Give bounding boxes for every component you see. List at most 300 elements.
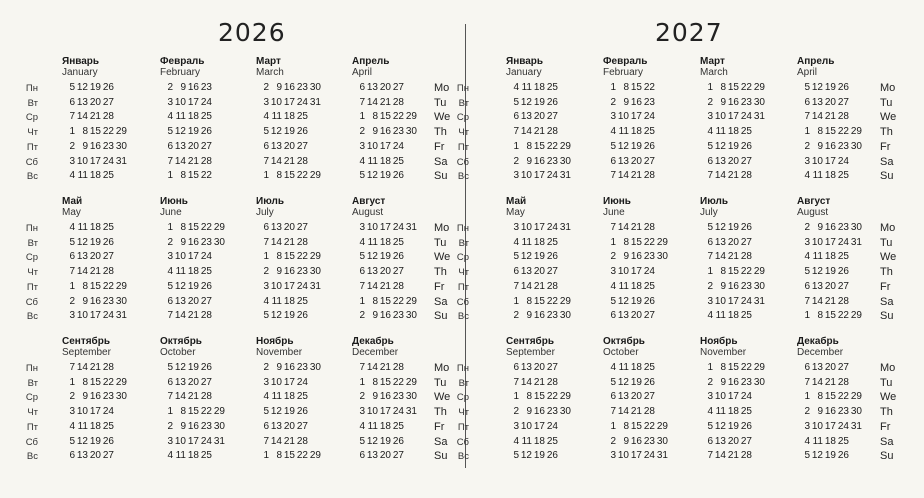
day-number: 17 <box>727 111 739 123</box>
day-number: 13 <box>811 280 823 292</box>
weekday-label-ru: Пн <box>456 223 469 234</box>
day-number: 5 <box>69 82 75 93</box>
day-number: 4 <box>610 362 616 373</box>
day-number: 1 <box>263 170 269 182</box>
day-number: 9 <box>180 420 186 432</box>
day-number: 16 <box>533 155 545 167</box>
day-number: 9 <box>720 280 726 292</box>
month-name-en: November <box>700 347 747 358</box>
day-number: 12 <box>76 236 88 248</box>
day-number: 21 <box>283 155 295 167</box>
day-number: 9 <box>817 406 823 418</box>
month-name-en: March <box>700 67 728 78</box>
day-number: 25 <box>102 420 114 432</box>
day-number: 11 <box>271 111 282 123</box>
day-number: 8 <box>82 126 88 138</box>
day-number: 26 <box>740 140 752 152</box>
day-number: 19 <box>187 362 199 373</box>
month-name-ru: Июль <box>256 196 284 207</box>
day-number: 17 <box>630 450 642 462</box>
day-number: 28 <box>546 280 558 292</box>
day-number: 29 <box>559 140 571 152</box>
day-number: 6 <box>167 140 173 152</box>
day-number: 19 <box>283 406 295 418</box>
day-number: 18 <box>533 236 545 248</box>
day-number: 1 <box>707 82 713 93</box>
month-name-ru: Июль <box>700 196 728 207</box>
day-number: 25 <box>392 236 404 248</box>
day-number: 6 <box>263 140 269 152</box>
day-number: 30 <box>850 140 862 152</box>
weekday-label-en: Mo <box>880 82 896 94</box>
day-number: 18 <box>379 420 391 432</box>
day-number: 10 <box>174 251 186 263</box>
day-number: 20 <box>727 236 739 248</box>
day-number: 19 <box>89 82 101 93</box>
day-number: 14 <box>520 280 532 292</box>
day-number: 14 <box>76 362 88 373</box>
month-name-ru: Июнь <box>603 196 631 207</box>
day-number: 7 <box>167 155 173 167</box>
day-number: 22 <box>296 251 308 263</box>
weekday-label-en: Sa <box>434 155 448 168</box>
day-number: 3 <box>69 406 75 418</box>
weekday-label-ru: Сб <box>456 156 469 168</box>
day-number: 14 <box>270 236 282 248</box>
day-number: 19 <box>283 310 295 322</box>
day-number: 17 <box>533 420 545 432</box>
day-number: 13 <box>76 450 88 462</box>
day-number: 20 <box>187 295 199 307</box>
month-name-en: June <box>603 207 625 218</box>
day-number: 24 <box>837 420 849 432</box>
day-number: 17 <box>379 140 391 152</box>
day-number: 27 <box>546 111 558 123</box>
month-name-ru: Февраль <box>160 56 205 67</box>
weekday-label-ru: Чт <box>458 127 469 139</box>
day-number: 14 <box>811 376 823 388</box>
day-number: 8 <box>720 362 726 373</box>
day-number: 18 <box>379 155 391 167</box>
day-number: 21 <box>89 111 101 123</box>
day-number: 13 <box>174 376 186 388</box>
day-number: 15 <box>533 391 545 403</box>
day-number: 26 <box>200 126 212 138</box>
day-number: 31 <box>753 295 765 307</box>
day-number: 4 <box>359 236 365 248</box>
day-number: 5 <box>167 280 173 292</box>
day-number: 9 <box>817 222 823 233</box>
day-number: 12 <box>520 450 532 462</box>
day-number: 7 <box>610 406 616 418</box>
day-number: 13 <box>520 266 532 278</box>
day-number: 2 <box>804 140 810 152</box>
day-number: 4 <box>69 222 75 233</box>
day-number: 21 <box>727 251 739 263</box>
day-number: 26 <box>200 280 212 292</box>
day-number: 31 <box>405 222 417 233</box>
day-number: 1 <box>69 126 75 138</box>
day-number: 23 <box>740 376 752 388</box>
day-number: 21 <box>283 236 295 248</box>
day-number: 22 <box>837 126 849 138</box>
day-number: 26 <box>392 170 404 182</box>
day-number: 7 <box>359 96 365 108</box>
day-number: 13 <box>811 362 823 373</box>
weekday-label-ru: Сб <box>25 156 38 168</box>
day-number: 20 <box>187 376 199 388</box>
day-number: 16 <box>379 391 391 403</box>
weekday-label-ru: Пт <box>26 141 38 153</box>
day-number: 20 <box>630 155 642 167</box>
day-number: 9 <box>526 155 532 167</box>
day-number: 2 <box>610 251 616 263</box>
day-number: 10 <box>617 111 629 123</box>
day-number: 23 <box>546 406 558 418</box>
day-number: 3 <box>263 376 269 388</box>
day-number: 23 <box>200 82 212 93</box>
day-number: 27 <box>740 155 752 167</box>
day-number: 13 <box>714 155 726 167</box>
day-number: 13 <box>366 450 378 462</box>
day-number: 7 <box>804 111 810 123</box>
day-number: 20 <box>533 266 545 278</box>
month-name-en: April <box>797 67 818 78</box>
day-number: 17 <box>187 435 199 447</box>
weekday-label-en: Fr <box>880 280 891 293</box>
day-number: 28 <box>643 170 655 182</box>
day-number: 23 <box>643 96 655 108</box>
day-number: 7 <box>707 170 713 182</box>
day-number: 3 <box>804 420 810 432</box>
day-number: 6 <box>69 96 75 108</box>
day-number: 25 <box>200 266 212 278</box>
day-number: 30 <box>559 406 571 418</box>
day-number: 1 <box>804 126 810 138</box>
day-number: 23 <box>546 310 558 322</box>
day-number: 18 <box>630 280 642 292</box>
month-name-en: February <box>603 67 644 78</box>
day-number: 1 <box>359 376 365 388</box>
day-number: 21 <box>824 376 836 388</box>
day-number: 22 <box>102 126 114 138</box>
day-number: 18 <box>824 251 836 263</box>
day-number: 8 <box>817 391 823 403</box>
day-number: 17 <box>379 222 391 233</box>
day-number: 15 <box>89 126 101 138</box>
day-number: 11 <box>367 420 378 432</box>
day-number: 24 <box>102 310 114 322</box>
day-number: 24 <box>392 406 404 418</box>
month-name-ru: Январь <box>62 56 100 67</box>
day-number: 5 <box>513 96 519 108</box>
day-number: 1 <box>804 391 810 403</box>
day-number: 12 <box>270 310 282 322</box>
day-number: 6 <box>167 295 173 307</box>
day-number: 3 <box>610 111 616 123</box>
day-number: 6 <box>263 420 269 432</box>
day-number: 11 <box>175 111 186 123</box>
day-number: 7 <box>513 126 519 138</box>
day-number: 22 <box>200 222 212 233</box>
day-number: 10 <box>617 266 629 278</box>
day-number: 25 <box>643 280 655 292</box>
day-number: 15 <box>283 450 295 462</box>
day-number: 31 <box>559 222 571 233</box>
day-number: 15 <box>283 170 295 182</box>
month-name-en: December <box>797 347 844 358</box>
weekday-label-en: We <box>434 251 451 264</box>
weekday-label-en: Mo <box>880 222 896 234</box>
day-number: 14 <box>366 280 378 292</box>
day-number: 11 <box>812 435 823 447</box>
day-number: 27 <box>296 420 308 432</box>
day-number: 28 <box>200 310 212 322</box>
day-number: 16 <box>533 310 545 322</box>
day-number: 15 <box>89 280 101 292</box>
weekday-label-en: Tu <box>434 376 447 389</box>
day-number: 1 <box>707 266 713 278</box>
day-number: 19 <box>187 126 199 138</box>
day-number: 1 <box>513 391 519 403</box>
day-number: 25 <box>837 170 849 182</box>
day-number: 27 <box>200 295 212 307</box>
day-number: 21 <box>187 310 199 322</box>
day-number: 22 <box>296 450 308 462</box>
day-number: 4 <box>707 126 713 138</box>
day-number: 18 <box>187 111 199 123</box>
day-number: 12 <box>270 406 282 418</box>
day-number: 29 <box>213 222 225 233</box>
day-number: 25 <box>546 82 558 93</box>
day-number: 6 <box>707 155 713 167</box>
day-number: 10 <box>76 310 88 322</box>
day-number: 19 <box>727 222 739 233</box>
weekday-label-ru: Вт <box>27 237 38 249</box>
day-number: 13 <box>174 295 186 307</box>
day-number: 27 <box>296 140 308 152</box>
weekday-label-ru: Пт <box>26 281 38 293</box>
day-number: 8 <box>276 251 282 263</box>
day-number: 14 <box>714 450 726 462</box>
day-number: 29 <box>213 406 225 418</box>
day-number: 26 <box>643 295 655 307</box>
weekday-label-ru: Ср <box>456 252 469 264</box>
day-number: 9 <box>82 295 88 307</box>
day-number: 28 <box>102 362 114 373</box>
day-number: 23 <box>643 251 655 263</box>
day-number: 11 <box>271 391 282 403</box>
day-number: 2 <box>610 435 616 447</box>
day-number: 22 <box>643 236 655 248</box>
day-number: 26 <box>643 140 655 152</box>
day-number: 3 <box>513 222 519 233</box>
day-number: 2 <box>263 266 269 278</box>
day-number: 4 <box>263 391 269 403</box>
month-name-en: January <box>62 67 98 78</box>
day-number: 29 <box>559 295 571 307</box>
day-number: 8 <box>276 450 282 462</box>
weekday-label-en: Th <box>880 126 893 139</box>
day-number: 2 <box>167 82 173 93</box>
day-number: 28 <box>200 155 212 167</box>
weekday-label-ru: Пт <box>457 421 469 433</box>
day-number: 8 <box>180 170 186 182</box>
day-number: 20 <box>283 140 295 152</box>
day-number: 11 <box>715 406 726 418</box>
year-title-2027: 2027 <box>655 18 723 47</box>
day-number: 16 <box>89 391 101 403</box>
month-name-ru: Март <box>700 56 725 67</box>
day-number: 2 <box>804 406 810 418</box>
day-number: 31 <box>115 155 127 167</box>
day-number: 28 <box>392 362 404 373</box>
day-number: 31 <box>656 450 668 462</box>
day-number: 1 <box>804 310 810 322</box>
day-number: 7 <box>804 376 810 388</box>
weekday-label-en: Su <box>434 310 448 323</box>
day-number: 25 <box>837 435 849 447</box>
day-number: 12 <box>366 251 378 263</box>
day-number: 5 <box>707 222 713 233</box>
weekday-label-ru: Сб <box>456 296 469 308</box>
day-number: 14 <box>174 310 186 322</box>
day-number: 7 <box>804 295 810 307</box>
day-number: 28 <box>200 391 212 403</box>
day-number: 4 <box>804 435 810 447</box>
day-number: 10 <box>714 295 726 307</box>
day-number: 21 <box>89 362 101 373</box>
day-number: 24 <box>102 406 114 418</box>
weekday-label-ru: Ср <box>25 392 38 404</box>
day-number: 21 <box>824 295 836 307</box>
day-number: 10 <box>811 155 823 167</box>
day-number: 24 <box>296 280 308 292</box>
day-number: 10 <box>714 391 726 403</box>
month-name-en: July <box>700 207 718 218</box>
day-number: 12 <box>174 126 186 138</box>
day-number: 10 <box>811 420 823 432</box>
day-number: 1 <box>359 295 365 307</box>
day-number: 26 <box>740 222 752 233</box>
day-number: 29 <box>753 266 765 278</box>
day-number: 23 <box>392 391 404 403</box>
day-number: 25 <box>200 450 212 462</box>
weekday-label-en: Tu <box>434 236 447 249</box>
day-number: 28 <box>740 251 752 263</box>
day-number: 3 <box>707 111 713 123</box>
month-name-ru: Май <box>506 196 527 207</box>
day-number: 24 <box>296 96 308 108</box>
day-number: 31 <box>309 96 321 108</box>
day-number: 11 <box>521 236 532 248</box>
day-number: 9 <box>82 140 88 152</box>
day-number: 28 <box>546 376 558 388</box>
day-number: 17 <box>379 406 391 418</box>
day-number: 24 <box>200 435 212 447</box>
day-number: 24 <box>740 295 752 307</box>
day-number: 10 <box>520 170 532 182</box>
day-number: 26 <box>296 310 308 322</box>
day-number: 16 <box>89 140 101 152</box>
month-name-ru: Ноябрь <box>256 336 294 347</box>
weekday-label-ru: Чт <box>27 267 38 279</box>
weekday-label-en: Sa <box>880 435 894 448</box>
day-number: 28 <box>392 96 404 108</box>
day-number: 6 <box>513 362 519 373</box>
day-number: 18 <box>283 111 295 123</box>
day-number: 5 <box>513 251 519 263</box>
day-number: 28 <box>837 111 849 123</box>
day-number: 28 <box>102 111 114 123</box>
day-number: 15 <box>533 295 545 307</box>
day-number: 30 <box>559 310 571 322</box>
weekday-label-en: Tu <box>434 96 447 109</box>
day-number: 13 <box>76 96 88 108</box>
day-number: 25 <box>546 236 558 248</box>
day-number: 24 <box>546 170 558 182</box>
day-number: 17 <box>630 266 642 278</box>
day-number: 1 <box>263 450 269 462</box>
day-number: 19 <box>89 435 101 447</box>
day-number: 11 <box>77 170 88 182</box>
day-number: 24 <box>643 111 655 123</box>
day-number: 26 <box>837 266 849 278</box>
day-number: 24 <box>102 155 114 167</box>
day-number: 2 <box>69 295 75 307</box>
day-number: 2 <box>513 310 519 322</box>
day-number: 17 <box>824 236 836 248</box>
day-number: 23 <box>392 310 404 322</box>
weekday-label-ru: Вс <box>457 451 469 463</box>
day-number: 9 <box>82 391 88 403</box>
month-name-ru: Октябрь <box>603 336 645 347</box>
day-number: 16 <box>727 376 739 388</box>
day-number: 14 <box>811 111 823 123</box>
day-number: 3 <box>263 96 269 108</box>
day-number: 16 <box>89 295 101 307</box>
month-name-en: November <box>256 347 303 358</box>
day-number: 23 <box>837 406 849 418</box>
day-number: 21 <box>824 111 836 123</box>
day-number: 1 <box>513 295 519 307</box>
day-number: 27 <box>546 362 558 373</box>
day-number: 22 <box>546 295 558 307</box>
day-number: 12 <box>811 82 823 93</box>
weekday-label-ru: Вт <box>458 237 469 249</box>
day-number: 15 <box>187 170 199 182</box>
day-number: 18 <box>187 266 199 278</box>
day-number: 13 <box>270 420 282 432</box>
weekday-label-ru: Вс <box>457 171 469 183</box>
day-number: 5 <box>610 376 616 388</box>
day-number: 7 <box>69 111 75 123</box>
day-number: 6 <box>359 82 365 93</box>
day-number: 18 <box>727 406 739 418</box>
day-number: 10 <box>617 450 629 462</box>
day-number: 24 <box>740 391 752 403</box>
weekday-label-en: Sa <box>434 295 448 308</box>
day-number: 17 <box>89 406 101 418</box>
day-number: 30 <box>309 266 321 278</box>
month-name-ru: Август <box>797 196 831 207</box>
day-number: 27 <box>102 96 114 108</box>
day-number: 10 <box>366 140 378 152</box>
day-number: 2 <box>359 310 365 322</box>
weekday-label-en: Su <box>880 170 894 183</box>
day-number: 14 <box>617 222 629 233</box>
day-number: 3 <box>707 295 713 307</box>
